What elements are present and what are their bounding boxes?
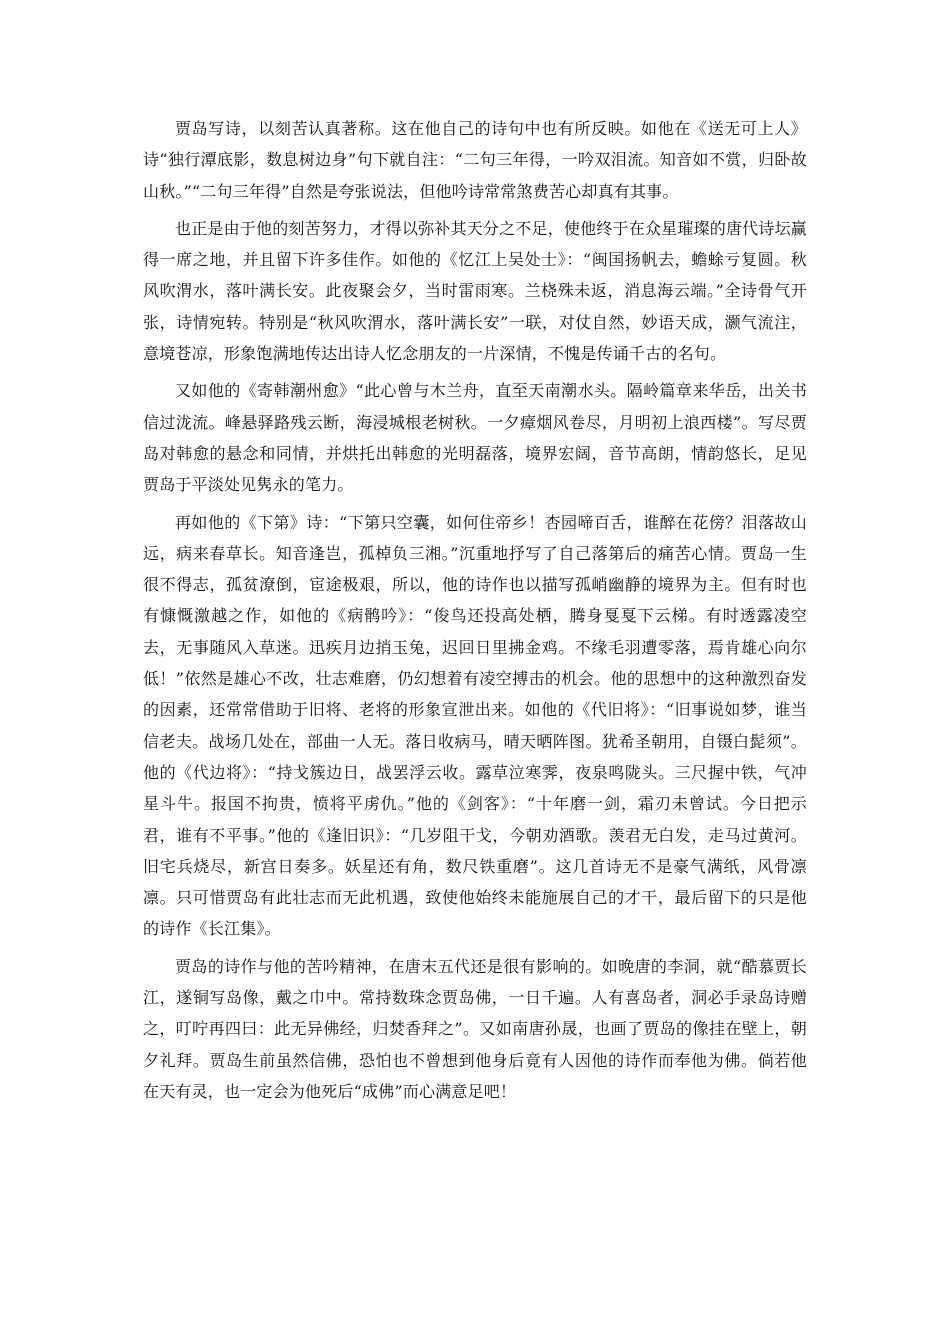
paragraph-4: 再如他的《下第》诗：“下第只空囊，如何住帝乡！杏园啼百舌，谁醉在花傍？泪落故山远，病来春草长。知音逢岂，孤棹负三湘。”沉重地抒写了自己落第后的痛苦心情。贾岛一生很不得志，孤贫潦倒，宦途极艰，所以，他的诗作也以描写孤峭幽静的境界为主。但有时也有慷慨激越之作，如他的《病鹘吟》：“俊鸟还投高处栖，腾身戛戛下云梯。有时透露凌空去，无事随风入草迷。迅疾月边捎玉兔，迟回日里拂金鸡。不缘毛羽遭零落，焉肯雄心向尔低！”依然是雄心不改，壮志难磨，仍幻想着有凌空搏击的机会。他的思想中的这种激烈奋发的因素，还常常借助于旧将、老将的形象宣泄出来。如他的《代旧将》：“旧事说如梦，谁当信老夫。战场几处在，部曲一人无。落日收病马，晴天晒阵图。犹希圣朝用，自镊白髭须”。他的《代边将》：“持戈簇边日，战罢浮云收。露草泣寒霁，夜泉鸣陇头。三尺握中铁，气冲星斗牛。报国不拘贵，愤将平虏仇。”他的《剑客》：“十年磨一剑，霜刃未曾试。今日把示君，谁有不平事。”他的《逢旧识》：“几岁阻干戈，今朝劝酒歌。羡君无白发，走马过黄河。旧宅兵烧尽，新宫日奏多。妖星还有角，数尺铁重磨”。这几首诗无不是豪气满纸，风骨凛凛。只可惜贾岛有此壮志而无此机遇，致使他始终未能施展自己的才干，最后留下的只是他的诗作《长江集》。 [143,512,807,939]
paragraph-5: 贾岛的诗作与他的苦吟精神，在唐末五代还是很有影响的。如晚唐的李洞，就“酷慕贾长江，遂铜写岛像，戴之巾中。常持数珠念贾岛佛，一日千遍。人有喜岛者，洞必手录岛诗赠之，叮咛再四曰：此无异佛经，归焚香拜之”。又如南唐孙晟，也画了贾岛的像挂在壁上，朝夕礼拜。贾岛生前虽然信佛，恐怕也不曾想到他身后竟有人因他的诗作而奉他为佛。倘若他在天有灵，也一定会为他死后“成佛”而心满意足吧！ [143,956,807,1101]
paragraph-2: 也正是由于他的刻苦努力，才得以弥补其天分之不足，使他终于在众星璀璨的唐代诗坛赢得一席之地，并且留下许多佳作。如他的《忆江上吴处士》：“闽国扬帆去，蟾蜍亏复圆。秋风吹渭水，落叶满长安。此夜聚会夕，当时雷雨寒。兰桡殊未返，消息海云端。”全诗骨气开张，诗情宛转。特别是“秋风吹渭水，落叶满长安”一联，对仗自然，妙语天成，灏气流注，意境苍凉，形象饱满地传达出诗人忆念朋友的一片深情，不愧是传诵千古的名句。 [143,218,807,364]
article-body [143,113,807,1107]
paragraph-3: 又如他的《寄韩潮州愈》“此心曾与木兰舟，直至天南潮水头。隔岭篇章来华岳，出关书信过泷流。峰悬驿路残云断，海浸城根老树秋。一夕瘴烟风卷尽，月明初上浪西楼”。写尽贾岛对韩愈的悬念和同情，并烘托出韩愈的光明磊落，境界宏阔，音节高朗，情韵悠长，足见贾岛于平淡处见隽永的笔力。 [143,381,807,495]
paragraph-1: 贾岛写诗，以刻苦认真著称。这在他自己的诗句中也有所反映。如他在《送无可上人》诗“独行潭底影，数息树边身”句下就自注：“二句三年得，一吟双泪流。知音如不赏，归卧故山秋。”“二句三年得”自然是夸张说法，但他吟诗常常煞费苦心却真有其事。 [143,119,807,201]
